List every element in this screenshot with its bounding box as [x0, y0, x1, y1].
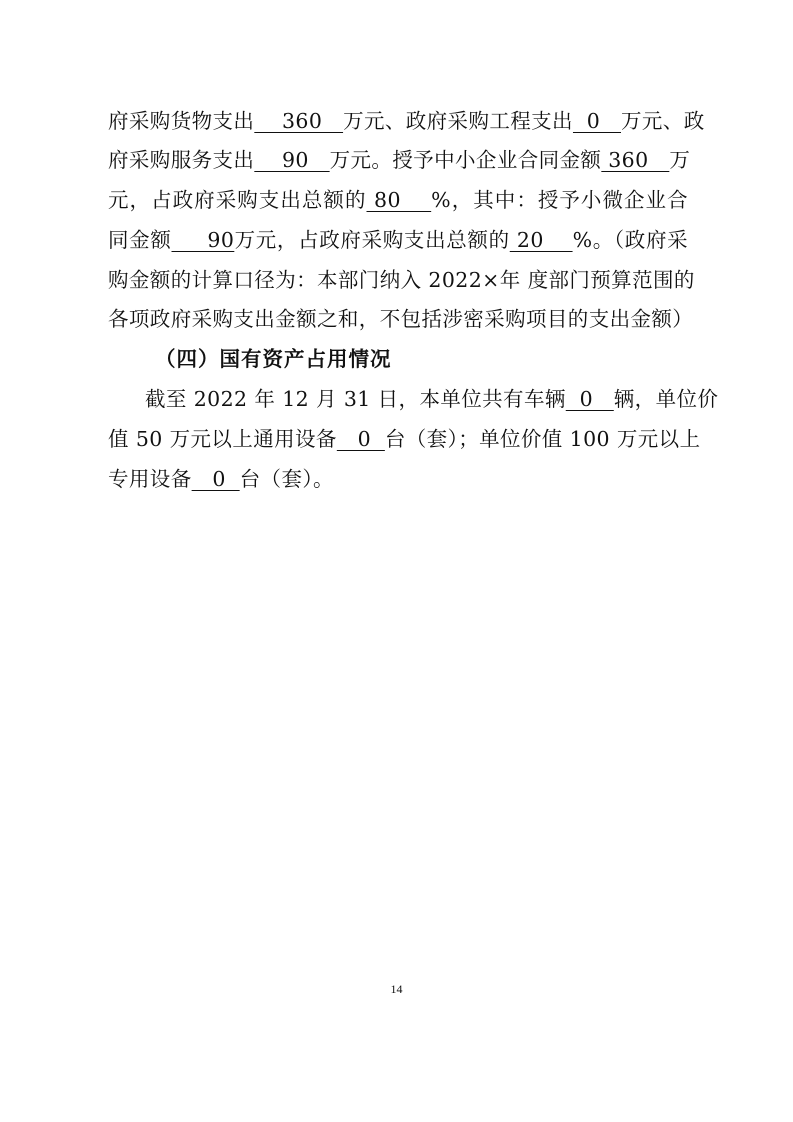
text-span: 同金额: [108, 228, 172, 252]
vehicle-count: 0: [565, 387, 614, 411]
text-span: 万元，占政府采购支出总额的: [234, 228, 510, 252]
paragraph-line: [108, 225, 688, 255]
paragraph-line: [108, 106, 705, 136]
text-span: 万元、政府采购工程支出: [343, 109, 573, 133]
paragraph-line: [145, 384, 719, 414]
text-span: 截至 2022 年 12 月 31 日，本单位共有车辆: [145, 387, 566, 411]
text-span: %。（政府采: [572, 228, 689, 252]
text-span: 府采购货物支出: [108, 109, 255, 133]
micro-enterprise-contract-amount: 90: [171, 228, 235, 252]
text-span: 万元。授予中小企业合同金额: [329, 148, 602, 172]
services-procurement-amount: 90: [254, 148, 330, 172]
paragraph-line: [108, 145, 691, 175]
paragraph-line: [108, 424, 701, 454]
text-span: 值 50 万元以上通用设备: [108, 427, 337, 451]
paragraph-line: [108, 304, 694, 334]
text-span: 元，占政府采购支出总额的: [108, 188, 367, 212]
paragraph-line: [108, 464, 688, 494]
text-span: 购金额的计算口径为：本部门纳入 2022×年 度部门预算范围的: [108, 268, 695, 292]
sme-contract-amount: 360: [601, 148, 670, 172]
text-span: 台（套）。: [239, 467, 334, 491]
text-span: 辆，单位价: [613, 387, 719, 411]
sme-share-percent: 80: [366, 188, 432, 212]
text-span: %，其中：授予小微企业合: [431, 188, 688, 212]
goods-procurement-amount: 360: [254, 109, 344, 133]
engineering-procurement-amount: 0: [572, 109, 621, 133]
page-number: 14: [390, 982, 403, 996]
text-span: 各项政府采购支出金额之和，不包括涉密采购项目的支出金额）: [108, 307, 694, 331]
special-equipment-count: 0: [191, 467, 240, 491]
micro-enterprise-share-percent: 20: [509, 228, 573, 252]
text-span: 专用设备: [108, 467, 192, 491]
text-span: 万: [669, 148, 691, 172]
paragraph-line: [108, 265, 695, 295]
text-span: 府采购服务支出: [108, 148, 255, 172]
section-heading: （四）国有资产占用情况: [155, 347, 392, 371]
general-equipment-count: 0: [336, 427, 385, 451]
paragraph-line: [108, 185, 688, 215]
text-span: 台（套）；单位价值 100 万元以上: [384, 427, 701, 451]
text-span: 万元、政: [621, 109, 705, 133]
